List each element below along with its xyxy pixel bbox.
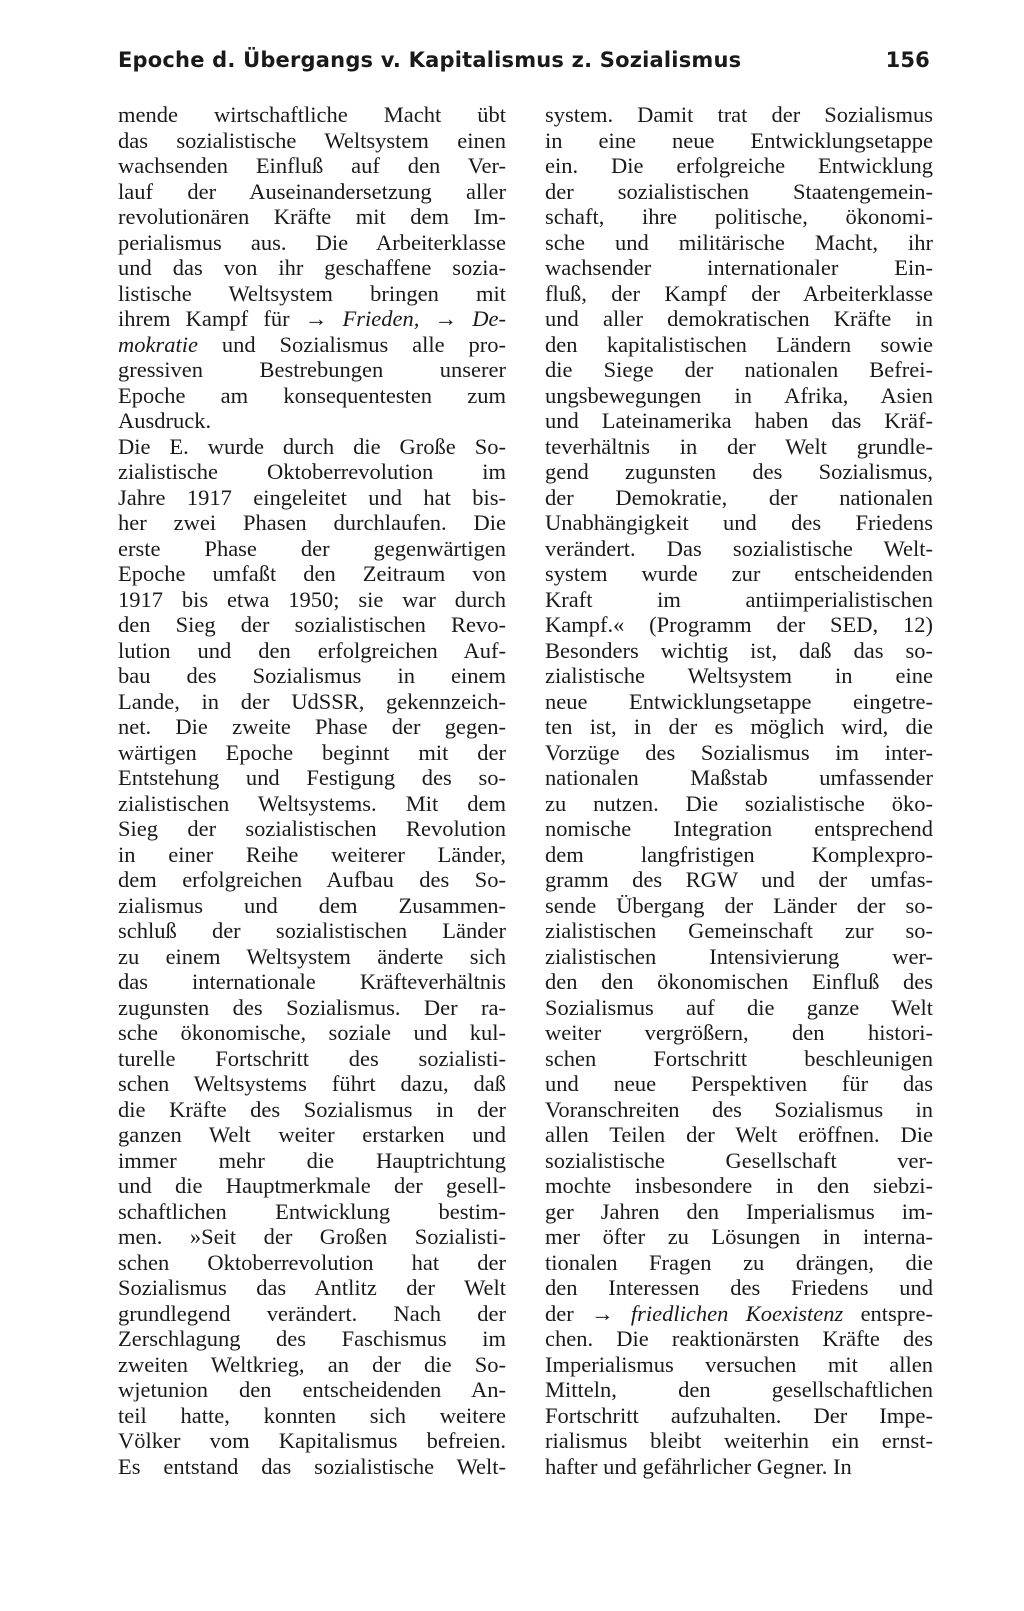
text-line: Ausdruck.: [118, 408, 212, 433]
text-line: neue Entwicklungsetappe eingetre-: [545, 688, 933, 714]
text-line: teverhältnis in der Welt grundle-: [545, 433, 933, 459]
text-line: chen. Die reaktionärsten Kräfte des: [545, 1326, 933, 1351]
text-line: schen Weltsystems führt dazu, daß: [118, 1071, 506, 1096]
text-line: und Lateinamerika haben das Kräf-: [545, 408, 933, 433]
text-line-with-crossref: [118, 332, 506, 358]
text-line: Entstehung und Festigung des so-: [118, 765, 506, 790]
text-line: her zwei Phasen durchlaufen. Die: [118, 510, 506, 535]
text-line: und die Hauptmerkmale der gesell-: [118, 1173, 506, 1198]
text-line: gend zugunsten des Sozialismus,: [545, 459, 933, 484]
text-line: 1917 bis etwa 1950; sie war durch: [118, 586, 506, 612]
text-line: zweiten Weltkrieg, an der die So-: [118, 1351, 506, 1377]
text-line: schaftlichen Entwicklung bestim-: [118, 1198, 506, 1224]
text-line: den Sieg der sozialistischen Revo-: [118, 612, 506, 637]
text-line: verändert. Das sozialistische Welt-: [545, 535, 933, 561]
text-line: das internationale Kräfteverhältnis: [118, 969, 506, 994]
text-line: grundlegend verändert. Nach der: [118, 1300, 506, 1326]
text-line: gramm des RGW und der umfas-: [545, 867, 933, 892]
text-line: zialismus und dem Zusammen-: [118, 892, 506, 918]
text-line: wachsender internationaler Ein-: [545, 255, 933, 280]
text-line: Unabhängigkeit und des Friedens: [545, 510, 933, 535]
text-line: dem erfolgreichen Aufbau des So-: [118, 867, 506, 892]
text-line: nationalen Maßstab umfassender: [545, 765, 933, 790]
text-line: rialismus bleibt weiterhin ein ernst-: [545, 1428, 933, 1453]
text-line: lauf der Auseinandersetzung aller: [118, 178, 506, 204]
text-line: Sieg der sozialistischen Revolution: [118, 816, 506, 841]
text-line: erste Phase der gegenwärtigen: [118, 535, 506, 561]
text-line: sozialistische Gesellschaft ver-: [545, 1147, 933, 1173]
text-line: Mitteln, den gesellschaftlichen: [545, 1377, 933, 1402]
text-line: zialistischen Intensivierung wer-: [545, 943, 933, 969]
text-line: Fortschritt aufzuhalten. Der Impe-: [545, 1402, 933, 1428]
text-line: Die E. wurde durch die Große So-: [118, 433, 506, 459]
text-line: den Interessen des Friedens und: [545, 1275, 933, 1300]
text-line: Besonders wichtig ist, daß das so-: [545, 637, 933, 663]
text-line: teil hatte, konnten sich weitere: [118, 1402, 506, 1428]
text-line: in eine neue Entwicklungsetappe: [545, 127, 933, 153]
text-line: ungsbewegungen in Afrika, Asien: [545, 382, 933, 408]
text-line: zialistische Weltsystem in eine: [545, 663, 933, 688]
text-line: nomische Integration entsprechend: [545, 816, 933, 841]
text-line: weiter vergrößern, den histori-: [545, 1020, 933, 1045]
text-line: ten ist, in der es möglich wird, die: [545, 714, 933, 739]
crossref-frieden[interactable]: Frieden,: [342, 306, 420, 331]
text-line: Völker vom Kapitalismus befreien.: [118, 1428, 506, 1453]
text-line: den den ökonomischen Einfluß des: [545, 969, 933, 994]
text-line: in einer Reihe weiterer Länder,: [118, 841, 506, 867]
text-line: schen Oktoberrevolution hat der: [118, 1249, 506, 1275]
text-line: Sozialismus das Antlitz der Welt: [118, 1275, 506, 1300]
text-line: zialistischen Weltsystems. Mit dem: [118, 790, 506, 816]
text-line: ger Jahren den Imperialismus im-: [545, 1198, 933, 1224]
text-line: mer öfter zu Lösungen in interna-: [545, 1224, 933, 1249]
text-line: und aller demokratischen Kräfte in: [545, 306, 933, 331]
text-line: Voranschreiten des Sozialismus in: [545, 1096, 933, 1122]
text-line: Sozialismus auf die ganze Welt: [545, 994, 933, 1020]
text-line: zialistische Oktoberrevolution im: [118, 459, 506, 484]
crossref-arrow: →: [591, 1300, 614, 1326]
text-line: Kraft im antiimperialistischen: [545, 586, 933, 612]
text-line: allen Teilen der Welt eröffnen. Die: [545, 1122, 933, 1147]
crossref-demokratie-part1[interactable]: De-: [472, 306, 507, 331]
right-column: [545, 102, 933, 1479]
text-line: system wurde zur entscheidenden: [545, 561, 933, 586]
text-line-with-crossref: [545, 1301, 933, 1327]
page-number: 156: [885, 48, 930, 72]
text-line: tionalen Fragen zu drängen, die: [545, 1249, 933, 1275]
text-line: die Siege der nationalen Befrei-: [545, 357, 933, 382]
text-line: der Demokratie, der nationalen: [545, 484, 933, 510]
text-line: wjetunion den entscheidenden An-: [118, 1377, 506, 1402]
text-line: schaft, ihre politische, ökonomi-: [545, 204, 933, 229]
text-fragment: und Sozialismus alle pro-: [221, 331, 506, 357]
text-line: Epoche umfaßt den Zeitraum von: [118, 561, 506, 586]
text-line: wachsenden Einfluß auf den Ver-: [118, 153, 506, 178]
text-line: mende wirtschaftliche Macht übt: [118, 102, 506, 127]
text-line: mochte insbesondere in den siebzi-: [545, 1173, 933, 1198]
text-line: zu einem Weltsystem änderte sich: [118, 943, 506, 969]
text-line: hafter und gefährlicher Gegner. In: [545, 1453, 852, 1479]
text-line: fluß, der Kampf der Arbeiterklasse: [545, 280, 933, 306]
text-fragment: der: [545, 1300, 574, 1326]
text-line: net. Die zweite Phase der gegen-: [118, 714, 506, 739]
text-line: Es entstand das sozialistische Welt-: [118, 1453, 506, 1479]
text-line: men. »Seit der Großen Sozialisti-: [118, 1224, 506, 1249]
text-line: Zerschlagung des Faschismus im: [118, 1326, 506, 1351]
text-line: immer mehr die Hauptrichtung: [118, 1147, 506, 1173]
text-line: Vorzüge des Sozialismus im inter-: [545, 739, 933, 765]
text-line: zugunsten des Sozialismus. Der ra-: [118, 994, 506, 1020]
text-line: revolutionären Kräfte mit dem Im-: [118, 204, 506, 229]
text-line: gressiven Bestrebungen unserer: [118, 357, 506, 382]
crossref-arrow: →: [434, 306, 458, 331]
text-line: wärtigen Epoche beginnt mit der: [118, 739, 506, 765]
text-line: lution und den erfolgreichen Auf-: [118, 637, 506, 663]
text-line: Jahre 1917 eingeleitet und hat bis-: [118, 484, 506, 510]
crossref-demokratie-part2[interactable]: mokratie: [118, 331, 198, 357]
text-line: sche ökonomische, soziale und kul-: [118, 1020, 506, 1045]
text-line: das sozialistische Weltsystem einen: [118, 127, 506, 153]
text-line: und das von ihr geschaffene sozia-: [118, 255, 506, 280]
text-line: perialismus aus. Die Arbeiterklasse: [118, 229, 506, 255]
text-line: zu nutzen. Die sozialistische öko-: [545, 790, 933, 816]
text-line: ein. Die erfolgreiche Entwicklung: [545, 153, 933, 178]
text-line: sche und militärische Macht, ihr: [545, 229, 933, 255]
text-line: zialistischen Gemeinschaft zur so-: [545, 918, 933, 943]
text-line: system. Damit trat der Sozialismus: [545, 102, 933, 127]
running-header: [118, 48, 930, 82]
text-line: und neue Perspektiven für das: [545, 1071, 933, 1096]
text-line: turelle Fortschritt des sozialisti-: [118, 1045, 506, 1071]
text-line: der sozialistischen Staatengemein-: [545, 178, 933, 204]
text-line: schluß der sozialistischen Länder: [118, 918, 506, 943]
text-line-with-crossrefs: [118, 306, 506, 332]
crossref-friedliche-koexistenz[interactable]: friedlichen Koexistenz: [630, 1300, 844, 1326]
text-line: bau des Sozialismus in einem: [118, 663, 506, 688]
text-line: listische Weltsystem bringen mit: [118, 280, 506, 306]
text-line: den kapitalistischen Ländern sowie: [545, 331, 933, 357]
text-line: Epoche am konsequentesten zum: [118, 382, 506, 408]
text-fragment: ihrem Kampf für: [118, 306, 290, 331]
text-line: ganzen Welt weiter erstarken und: [118, 1122, 506, 1147]
text-line: dem langfristigen Komplexpro-: [545, 841, 933, 867]
left-column: [118, 102, 506, 1479]
crossref-arrow: →: [304, 306, 328, 331]
text-line: die Kräfte des Sozialismus in der: [118, 1096, 506, 1122]
text-line: Kampf.« (Programm der SED, 12): [545, 612, 933, 637]
running-title: Epoche d. Übergangs v. Kapitalismus z. Sozialismus: [118, 48, 742, 72]
text-fragment: entspre-: [860, 1300, 934, 1326]
text-line: sende Übergang der Länder der so-: [545, 892, 933, 918]
text-line: Lande, in der UdSSR, gekennzeich-: [118, 688, 506, 714]
text-line: Imperialismus versuchen mit allen: [545, 1351, 933, 1377]
text-line: schen Fortschritt beschleunigen: [545, 1045, 933, 1071]
